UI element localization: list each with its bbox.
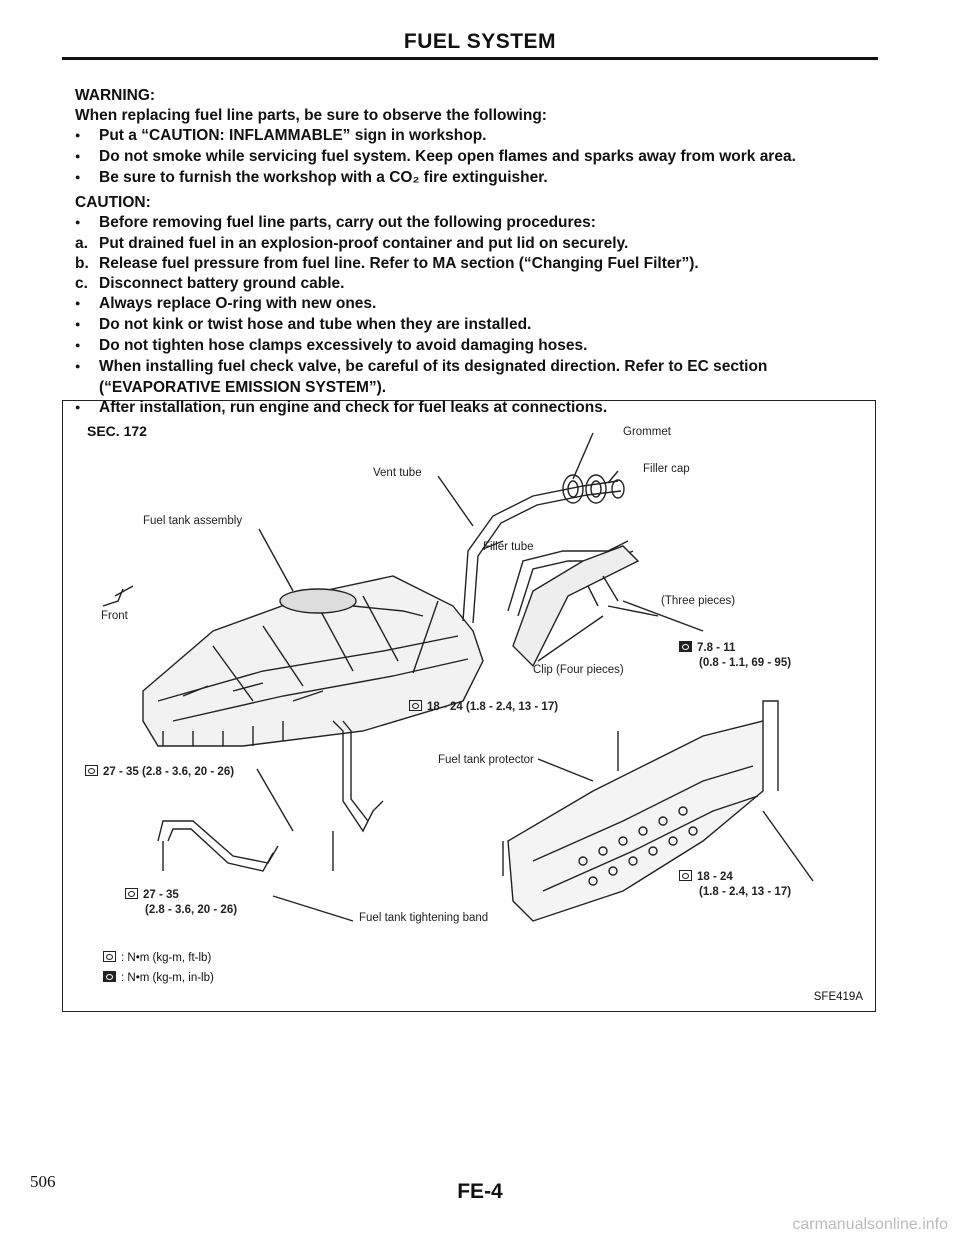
- torque-value-filler-screw-units: (0.8 - 1.1, 69 - 95): [699, 657, 792, 669]
- torque-icon: [125, 888, 138, 899]
- caution-item: a. Put drained fuel in an explosion-proof container and put lid on securely.: [75, 235, 629, 252]
- warning-item: ●Put a “CAUTION: INFLAMMABLE” sign in workshop.: [75, 126, 885, 147]
- caution-item: ● When installing fuel check valve, be careful of its designated direction. Refer to EC section: [75, 358, 768, 375]
- torque-value-protector-bolt: 18 - 24: [679, 870, 733, 883]
- torque-value-tube-bolt: 18 - 24 (1.8 - 2.4, 13 - 17): [409, 700, 558, 713]
- torque-value-band-upper: 27 - 35 (2.8 - 3.6, 20 - 26): [85, 765, 234, 778]
- label-vent-tube: Vent tube: [373, 467, 422, 479]
- torque-icon: [679, 870, 692, 881]
- figure-code: SFE419A: [813, 991, 863, 1003]
- warning-item: ●Do not smoke while servicing fuel system. Keep open flames and sparks away from work area.: [75, 147, 885, 168]
- watermark: carmanualsonline.info: [792, 1216, 948, 1233]
- fuel-system-diagram: [62, 400, 876, 1012]
- label-three-pieces: (Three pieces): [661, 595, 736, 607]
- bullet-icon: [75, 147, 99, 168]
- torque-small-icon: [679, 641, 692, 652]
- torque-value-filler-screw: 7.8 - 11: [679, 641, 735, 654]
- caution-item: b. Release fuel pressure from fuel line. Refer to MA section (“Changing Fuel Filter”).: [75, 255, 699, 272]
- caution-item: c. Disconnect battery ground cable.: [75, 275, 345, 292]
- safety-text: [75, 86, 885, 419]
- label-fuel-tank-protector: Fuel tank protector: [438, 754, 534, 766]
- torque-value-band-lower: 27 - 35: [125, 888, 179, 901]
- torque-value-band-lower-units: (2.8 - 3.6, 20 - 26): [145, 904, 238, 916]
- bullet-icon: [75, 168, 99, 189]
- legend-item: : N•m (kg-m, ft-lb): [103, 951, 211, 964]
- label-filler-tube: Filler tube: [483, 541, 534, 553]
- torque-small-icon: [103, 971, 116, 982]
- torque-icon: [85, 765, 98, 776]
- caution-item: ● After installation, run engine and check for fuel leaks at connections.: [75, 399, 608, 416]
- header-rule: [62, 57, 878, 60]
- label-grommet: Grommet: [623, 426, 671, 438]
- caution-item: ● Do not kink or twist hose and tube when they are installed.: [75, 316, 532, 333]
- page-title: FUEL SYSTEM: [403, 30, 557, 53]
- label-clip-four-pieces: Clip (Four pieces): [533, 664, 624, 676]
- section-page-code: FE-4: [457, 1180, 503, 1203]
- bullet-icon: [75, 126, 99, 147]
- caution-item: ● Always replace O-ring with new ones.: [75, 295, 377, 312]
- caution-item: ● Do not tighten hose clamps excessively to avoid damaging hoses.: [75, 337, 588, 354]
- label-front: Front: [101, 610, 128, 622]
- caution-heading: CAUTION:: [75, 194, 151, 211]
- torque-icon: [103, 951, 116, 962]
- caution-item-continued: (“EVAPORATIVE EMISSION SYSTEM”).: [99, 379, 387, 396]
- section-number: SEC. 172: [87, 423, 147, 439]
- legend-item: : N•m (kg-m, in-lb): [103, 971, 214, 984]
- warning-intro: When replacing fuel line parts, be sure to observe the following:: [75, 107, 547, 124]
- label-fuel-tank-tightening-band: Fuel tank tightening band: [359, 912, 489, 924]
- label-fuel-tank-assembly: Fuel tank assembly: [143, 515, 243, 527]
- label-filler-cap: Filler cap: [643, 463, 690, 475]
- torque-value-protector-bolt-units: (1.8 - 2.4, 13 - 17): [699, 886, 792, 898]
- page-number: 506: [30, 1172, 56, 1191]
- warning-heading: WARNING:: [75, 87, 156, 104]
- torque-icon: [409, 700, 422, 711]
- warning-item: ●Be sure to furnish the workshop with a CO₂ fire extinguisher.: [75, 168, 885, 189]
- caution-item: ● Before removing fuel line parts, carry out the following procedures:: [75, 214, 596, 231]
